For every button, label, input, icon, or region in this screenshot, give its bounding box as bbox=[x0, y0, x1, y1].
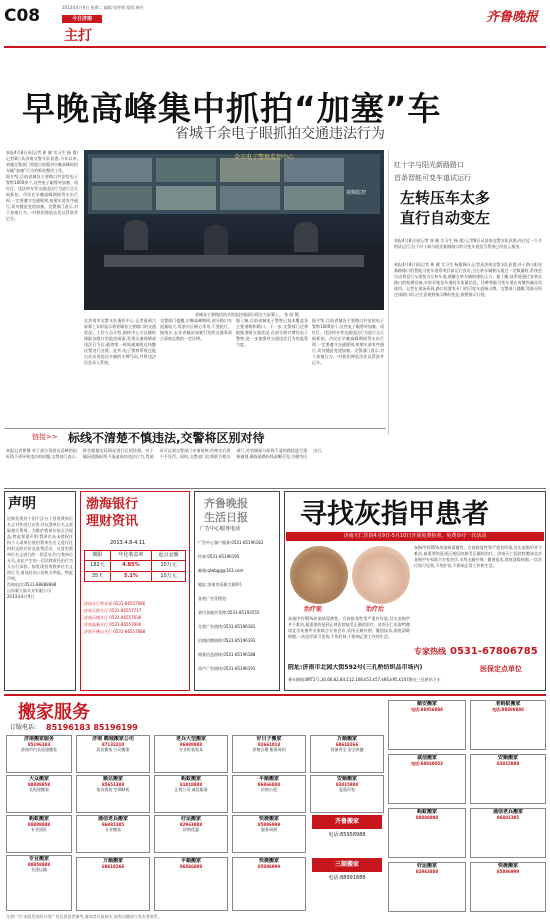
moving-ad-right bbox=[388, 862, 466, 912]
ad-center-lines bbox=[198, 536, 278, 676]
ad-phone: 68618266 bbox=[101, 864, 125, 869]
ad-name: 老蚂蚁搬家 bbox=[495, 701, 521, 707]
ad-phone: 83815888 bbox=[496, 761, 520, 766]
ad-name: 大众搬家 bbox=[28, 776, 49, 782]
ad-center-title-2: 生活日报 bbox=[204, 511, 248, 524]
table-cell: 35天 bbox=[85, 571, 111, 581]
ad-desc: 专业搬家 bbox=[105, 827, 121, 832]
nail-photo-before bbox=[290, 546, 348, 604]
ad-desc: 价格合理 服务周到 bbox=[252, 747, 286, 752]
monitor-photo bbox=[84, 150, 384, 310]
moving-ad-right bbox=[388, 808, 466, 858]
ad-phone: 88888888 bbox=[415, 815, 439, 820]
ad-phone: 68618266 bbox=[335, 742, 359, 747]
ad-line: 商务信息热线:0531-85196188 bbox=[198, 652, 256, 657]
subheadline: 省城千余电子眼抓拍交通违法行为 bbox=[175, 126, 385, 142]
ad-name: 快捷搬家 bbox=[497, 863, 518, 869]
ad-name: 蚂蚁搬家 bbox=[416, 809, 437, 815]
side-body: 本报4月8日讯(记者 崔 健 实习生 杨俊)8日,记者从济南交警支队获悉,经十路与阳光新路路口的智能可变车道系统目前运行良好,当左转车辆积压超过一定数量时,系统会自动将直行车道变为左转车道,缓解左转车辆的排队压力。据了解,该系统通过安装在路口的检测设备,实时采集各车道的车流量信息。这种智能可变车道在省城尚属首次使用。记者在现场看到,路口设置有专门的可变车道指示牌。交警部门提醒,驾驶员经过该路口时,应注意观察指示牌的变化,按照指示行驶。 bbox=[394, 262, 542, 297]
notice-text: 近期发现有个别不法分子冒用我单位名义对外进行宣传,并以我单位名义收取相关费用。为维护我单位的合法权益,特此郑重声明:我单位从未授权任何个人或单位使用我单位名义进行任何形式的宣传及收费活动。凡冒用我单位名义进行的一切活动,均与我单位无关,由此产生的一切法律责任由行为人自行承担。如发现冒用我单位名义的行为,请及时向公安机关举报。特此声明。 bbox=[7, 516, 73, 581]
page-footer: 分类广告:本版发布的分类广告仅供读者参考,请读者认真核实,如有问题请与发布者联系。 bbox=[6, 914, 162, 919]
branch-line: 济南分行营业部 0531-86557686 bbox=[84, 601, 146, 606]
side-kicker-2: 首条智能可变车道试运行 bbox=[394, 174, 471, 182]
hospital-address: 院址:济南市北园大街592号(三孔桥纺织品市场内) bbox=[288, 664, 423, 671]
ad-name: 济南搬家服务 bbox=[23, 736, 54, 742]
ad-desc: 正规公司 诚信服务 bbox=[174, 787, 208, 792]
moving-title: 搬家服务 bbox=[18, 702, 90, 723]
moving-ad bbox=[232, 735, 306, 773]
ad-red-tag: 齐鲁搬家 bbox=[312, 815, 382, 829]
moving-ad bbox=[6, 775, 72, 813]
moving-ad bbox=[310, 775, 384, 813]
ad-line: 地址:济南市泺源大街6号 bbox=[198, 582, 242, 587]
sub-rule bbox=[4, 428, 386, 429]
section-rule bbox=[4, 488, 546, 489]
ad-phone: 85886999 bbox=[257, 822, 281, 827]
bank-title-2: 理财资讯 bbox=[86, 514, 139, 529]
ad-desc: 居民搬家 公司搬家 bbox=[96, 747, 130, 752]
hotline-number: 0531-67806785 bbox=[450, 646, 538, 657]
nail-photo-after bbox=[352, 546, 410, 604]
ad-phone: 电话:88888888 bbox=[492, 707, 524, 712]
lead-text: 本报4月8日讯(记者 崔 健 实习生 杨 俊) 记者8日从济南交警支队获悉,今年以来,省城交警部门将重点加强对早晚高峰时段车辆“加塞”行为的抓拍整治工作。 bbox=[6, 150, 78, 173]
ad-name: 万顺搬家 bbox=[102, 858, 123, 864]
ad-phone: 87132210 bbox=[101, 742, 125, 747]
ad-phone: 电话:68930053 bbox=[411, 761, 443, 766]
screen-text: 全市电子警察监控中心 bbox=[234, 154, 295, 161]
photo-caption: 省城各主要路段的实时监控画面出现在大屏幕上。 张 晗 摄 bbox=[195, 312, 299, 317]
moving-ad-right bbox=[470, 700, 546, 750]
moving-ad bbox=[154, 775, 228, 813]
section-top-tag: 今日济南 bbox=[62, 15, 102, 23]
order-phones: 85196183 85196199 bbox=[46, 723, 138, 732]
side-kicker: 红十字与阳光新路路口 bbox=[394, 161, 464, 169]
ad-center-sub: 广告中心服务电话 bbox=[200, 526, 241, 532]
ad-line: 招商招聘热线:0531-85196193 bbox=[198, 638, 256, 643]
ad-name: 安顺搬家 bbox=[497, 755, 518, 761]
headline: 早晚高峰集中抓拍“加塞”车 bbox=[22, 89, 442, 128]
moving-ad bbox=[232, 775, 306, 813]
ad-phone: 电话:88856888 bbox=[411, 707, 443, 712]
table-header: 期限 bbox=[85, 551, 111, 561]
moving-ad bbox=[232, 857, 306, 911]
ad-phone: 81818888 bbox=[179, 782, 203, 787]
ad-desc: 价格公道 bbox=[261, 787, 277, 792]
ad-line: 传真:0531-85196195 bbox=[198, 554, 240, 559]
table-cell: 182天 bbox=[85, 561, 111, 571]
ad-name: 诚信搬家 bbox=[416, 755, 437, 761]
ad-phone: 86881385 bbox=[496, 815, 520, 820]
bank-rate-table bbox=[84, 550, 186, 582]
ad-name: 快捷搬家 bbox=[258, 816, 279, 822]
notice-body bbox=[7, 516, 73, 688]
moving-ad bbox=[76, 775, 150, 813]
ad-phone: 85886999 bbox=[257, 864, 281, 869]
ad-desc: 专业团队 bbox=[31, 827, 47, 832]
ad-red-tag: 三顺搬家 bbox=[312, 858, 382, 872]
bank-branches bbox=[84, 600, 188, 635]
ad-phone: 82963888 bbox=[179, 822, 203, 827]
table-cell: 4.85% bbox=[110, 561, 151, 571]
ad-phone: 82963888 bbox=[415, 869, 439, 874]
screen-label: 视频监控 bbox=[346, 190, 367, 196]
ad-desc: 长途运输 bbox=[31, 867, 47, 872]
branch-line: 济南历城支行 0531-86557636 bbox=[84, 615, 142, 620]
ad-desc: 起重吊装 bbox=[339, 787, 355, 792]
branch-line: 济南千佛山支行 0531-86557888 bbox=[84, 629, 146, 634]
ad-name: 通信老兵搬家 bbox=[492, 809, 523, 815]
ad-name: 快捷搬家 bbox=[258, 858, 279, 864]
ad-phone-line: 电话:85958988 bbox=[328, 832, 366, 838]
ad-phone-line: 电话:88991888 bbox=[328, 875, 366, 881]
order-label: 订版电话: bbox=[10, 724, 37, 731]
ad-line: 分类广告热线:0531-85196181 bbox=[198, 624, 256, 629]
ad-phone: 88858888 bbox=[27, 862, 51, 867]
ad-desc: 价格优惠 bbox=[183, 827, 199, 832]
ad-phone: 88888888 bbox=[27, 822, 51, 827]
sub-body: 本报记者崔健 对于部分驾驶员反映的因标线不清导致违法的问题,交警部门表示,将会根据实际情况进行区别处理。对于确因道路标线不清造成的违法行为,驾驶员可以到交警部门申请复核,经核实后将不予处罚。同时,交警部门也将联合相关部门,对省城部分标线不清的路段进行重新施划,确保道路标线清晰可见,方便市民出行。 bbox=[6, 448, 326, 459]
ad-name: 平顺搬家 bbox=[258, 776, 279, 782]
notice-date: 2013年4月9日 bbox=[7, 594, 35, 599]
sub-tag: 链接>> bbox=[32, 433, 58, 441]
table-header: 年化收益率 bbox=[110, 551, 151, 561]
table-cell: 10万元 bbox=[152, 571, 186, 581]
ad-center-title: 齐鲁晚报 bbox=[204, 497, 248, 510]
article-body-col-1: 在济南市交警支队指挥中心,记者看到大屏幕上实时显示着省城各主要路口的交通状况。工作人员介绍,指挥中心可以随时调取各路口的监控画面,发现交通拥堵或违法行为后,能够第一时间通知附近执勤民警进行处置。此外,电子警察系统还能自动识别违法车辆的车牌号码,并将违法信息录入系统。 bbox=[84, 318, 156, 365]
ad-desc: 专业拆装家具 bbox=[179, 747, 203, 752]
branch-line: 济南高新支行 0531-86557906 bbox=[84, 622, 142, 627]
hospital-text-left: 灰指甲有95%传染病毒菌性。合体排毒性等严重有传染,其实灰指甲并不难治,最重要的是到正规医院接受正确的治疗。济南天仁医院特邀请北京灰指甲专家联合专家会诊,采用无痛针剂、微创技术,彻底清除病菌,一次治疗即可见效,不伤肝肾,不影响正常工作和生活。 bbox=[288, 616, 410, 639]
table-header: 起点金额 bbox=[152, 551, 186, 561]
ad-name: 安顺搬家 bbox=[336, 776, 357, 782]
ad-desc: 家具拆装 空调移机 bbox=[96, 787, 130, 792]
ad-name: 好运搬家 bbox=[416, 863, 437, 869]
sub-title: 标线不清楚不慎违法,交警将区别对待 bbox=[68, 431, 265, 445]
page-number: C08 bbox=[4, 6, 41, 26]
moving-ad-right bbox=[470, 862, 546, 912]
ad-phone: 83815888 bbox=[335, 782, 359, 787]
hotline-label: 专家热线 bbox=[414, 647, 446, 656]
hospital-bus: 乘车路线:BRT1号,30,66,82,84,112,108,k53,k57,k66,k95,k107路在三孔桥站下车 bbox=[288, 677, 441, 682]
ad-desc: 服务周到 bbox=[261, 827, 277, 832]
ad-desc: 长短途搬家 bbox=[29, 787, 49, 792]
moving-ad bbox=[76, 815, 150, 853]
bank-title: 渤海银行 bbox=[86, 497, 139, 512]
bank-period: 2013.4.8-4.11 bbox=[110, 540, 146, 546]
moving-ad bbox=[6, 815, 72, 853]
hospital-text: 灰指甲有95%传染病毒菌性。合体排毒性等严重有传染,其实灰指甲并不难治,最重要的是到正规医院接受正确的治疗。济南天仁医院特邀请北京灰指甲专家联合专家会诊,采用无痛针剂、微创技术,彻底清除病菌,一次治疗即可见效,不伤肝肾,不影响正常工作和生活。 bbox=[414, 545, 542, 568]
moving-ad bbox=[76, 735, 150, 773]
ad-phone: 86866888 bbox=[179, 864, 203, 869]
notice-title: 声明 bbox=[8, 496, 36, 512]
ad-name: 专业搬家 bbox=[28, 856, 49, 862]
hospital-banner: 济南天仁医院4月9日-5月10日开展免费检查、免费诊疗一次活动 bbox=[286, 532, 544, 541]
moving-ad bbox=[6, 735, 72, 773]
moving-ad bbox=[154, 857, 228, 911]
table-cell: 10万元 bbox=[152, 561, 186, 571]
section-title: 主打 bbox=[64, 28, 92, 44]
ad-name: 顺达搬家 bbox=[102, 776, 123, 782]
notice-org: 山东新大陆实业有限公司 bbox=[7, 588, 51, 593]
ad-phone: 85886999 bbox=[496, 869, 520, 874]
moving-ad-right bbox=[388, 754, 466, 804]
ad-line: 各类广告受理处: bbox=[198, 596, 228, 601]
logo: 齐鲁晚报 bbox=[485, 10, 538, 25]
ad-name: 好日子搬家 bbox=[256, 736, 282, 742]
ad-name: 蚂蚁搬家 bbox=[180, 776, 201, 782]
date-line: 2013年4月9日 星期二 编辑:张仲利 组版:韩丹 bbox=[62, 5, 144, 10]
moving-ad bbox=[76, 857, 150, 911]
ad-name: 老兵大型搬家 bbox=[175, 736, 206, 742]
after-label: 治疗后 bbox=[366, 606, 385, 613]
ad-line: 省内各地市受理:0531-85193555 bbox=[198, 610, 260, 615]
ad-phone: 86866888 bbox=[257, 782, 281, 787]
side-title: 左转压车太多 bbox=[400, 189, 491, 207]
ad-name: 济南 鹤城搬家公司 bbox=[92, 736, 134, 742]
article-body-col-4: 据介绍,目前省城各主要路口共安装电子警察1000余个,这些电子眼将对加塞、闯红灯、违法停车等交通违法行为进行全天候抓拍。市民在早晚高峰期间驾车出行时,一定要遵守交通规则,按照车道有序通行,切勿随意变道加塞。交警部门表示,对于加塞行为,一经抓拍将依法处以罚款并记分。 bbox=[312, 318, 384, 365]
article-body-col-2: 交警部门提醒,早晚高峰期间,部分路口车流量较大,驾驶员应耐心等待,不要抢行。据统计,去年省城因加塞引发的交通事故占事故总数的一定比例。 bbox=[160, 318, 232, 341]
ad-phone: 85651388 bbox=[101, 782, 125, 787]
side-byline: 本报4月8日讯(记者 崔 健 实习生 杨 俊) 记者8日从济南交警支队获悉,经过近一个月的试运行,位于经十路与阳光新路路口的可变车道信号系统已经投入使用。 bbox=[394, 238, 542, 249]
moving-ad bbox=[232, 815, 306, 853]
ad-desc: 设备齐全 安全快捷 bbox=[330, 747, 364, 752]
ad-name: 通信老兵搬家 bbox=[97, 816, 128, 822]
side-divider bbox=[388, 150, 389, 435]
ad-line: 房产广告热线:0531-85196191 bbox=[198, 666, 256, 671]
ad-line: 邮箱:qlwbgg@163.com bbox=[198, 568, 244, 573]
ad-line: 广告中心客户服务:0531-85196183 bbox=[198, 540, 264, 545]
ad-phone: 82661018 bbox=[257, 742, 281, 747]
ad-name: 好运搬家 bbox=[180, 816, 201, 822]
ad-phone: 85196183 bbox=[27, 742, 51, 747]
body-text: 据介绍,目前省城各主要路口共安装电子警察1000余个,这些电子眼将对加塞、闯红灯、违法停车等交通违法行为进行全天候抓拍。市民在早晚高峰期间驾车出行时,一定要遵守交通规则,按照车道有序通行,切勿随意变道加塞。交警部门表示,对于加塞行为,一经抓拍将依法处以罚款并记分。 bbox=[6, 174, 78, 221]
ad-name: 蚂蚁搬家 bbox=[28, 816, 49, 822]
side-title-2: 直行自动变左 bbox=[400, 209, 491, 227]
moving-ad bbox=[154, 735, 228, 773]
table-cell: 5.1% bbox=[110, 571, 151, 581]
hospital-title: 寻找灰指甲患者 bbox=[300, 499, 489, 530]
moving-ad bbox=[154, 815, 228, 853]
moving-ad-right bbox=[470, 808, 546, 858]
notice-phone: 咨询电话:0531-88888888 bbox=[7, 582, 57, 587]
ad-name: 顺安搬家 bbox=[416, 701, 437, 707]
ad-desc: 济南市内长短途搬家 bbox=[21, 747, 57, 752]
moving-rule bbox=[4, 694, 546, 696]
before-label: 治疗前 bbox=[304, 606, 323, 613]
ad-name: 平顺搬家 bbox=[180, 858, 201, 864]
moving-ad-right bbox=[388, 700, 466, 750]
moving-ad-right bbox=[470, 754, 546, 804]
insurance-badge: 医保定点单位 bbox=[480, 665, 522, 673]
header-rule bbox=[4, 46, 546, 48]
branch-line: 济南天桥支行 0531-86557717 bbox=[84, 608, 142, 613]
moving-ad bbox=[310, 735, 384, 773]
article-lead bbox=[6, 150, 78, 410]
ad-phone: 86988888 bbox=[179, 742, 203, 747]
article-body-col-3: 据了解,目前省城电子警察已基本覆盖各主要道路和路口。下一步,交警部门还将根据道路交通状况,在部分路口增设电子警察,进一步加强对交通违法行为的监管力度。 bbox=[236, 318, 308, 347]
ad-phone: 88888858 bbox=[27, 782, 51, 787]
moving-ad bbox=[6, 855, 72, 911]
ad-phone: 86881385 bbox=[101, 822, 125, 827]
ad-name: 万顺搬家 bbox=[336, 736, 357, 742]
